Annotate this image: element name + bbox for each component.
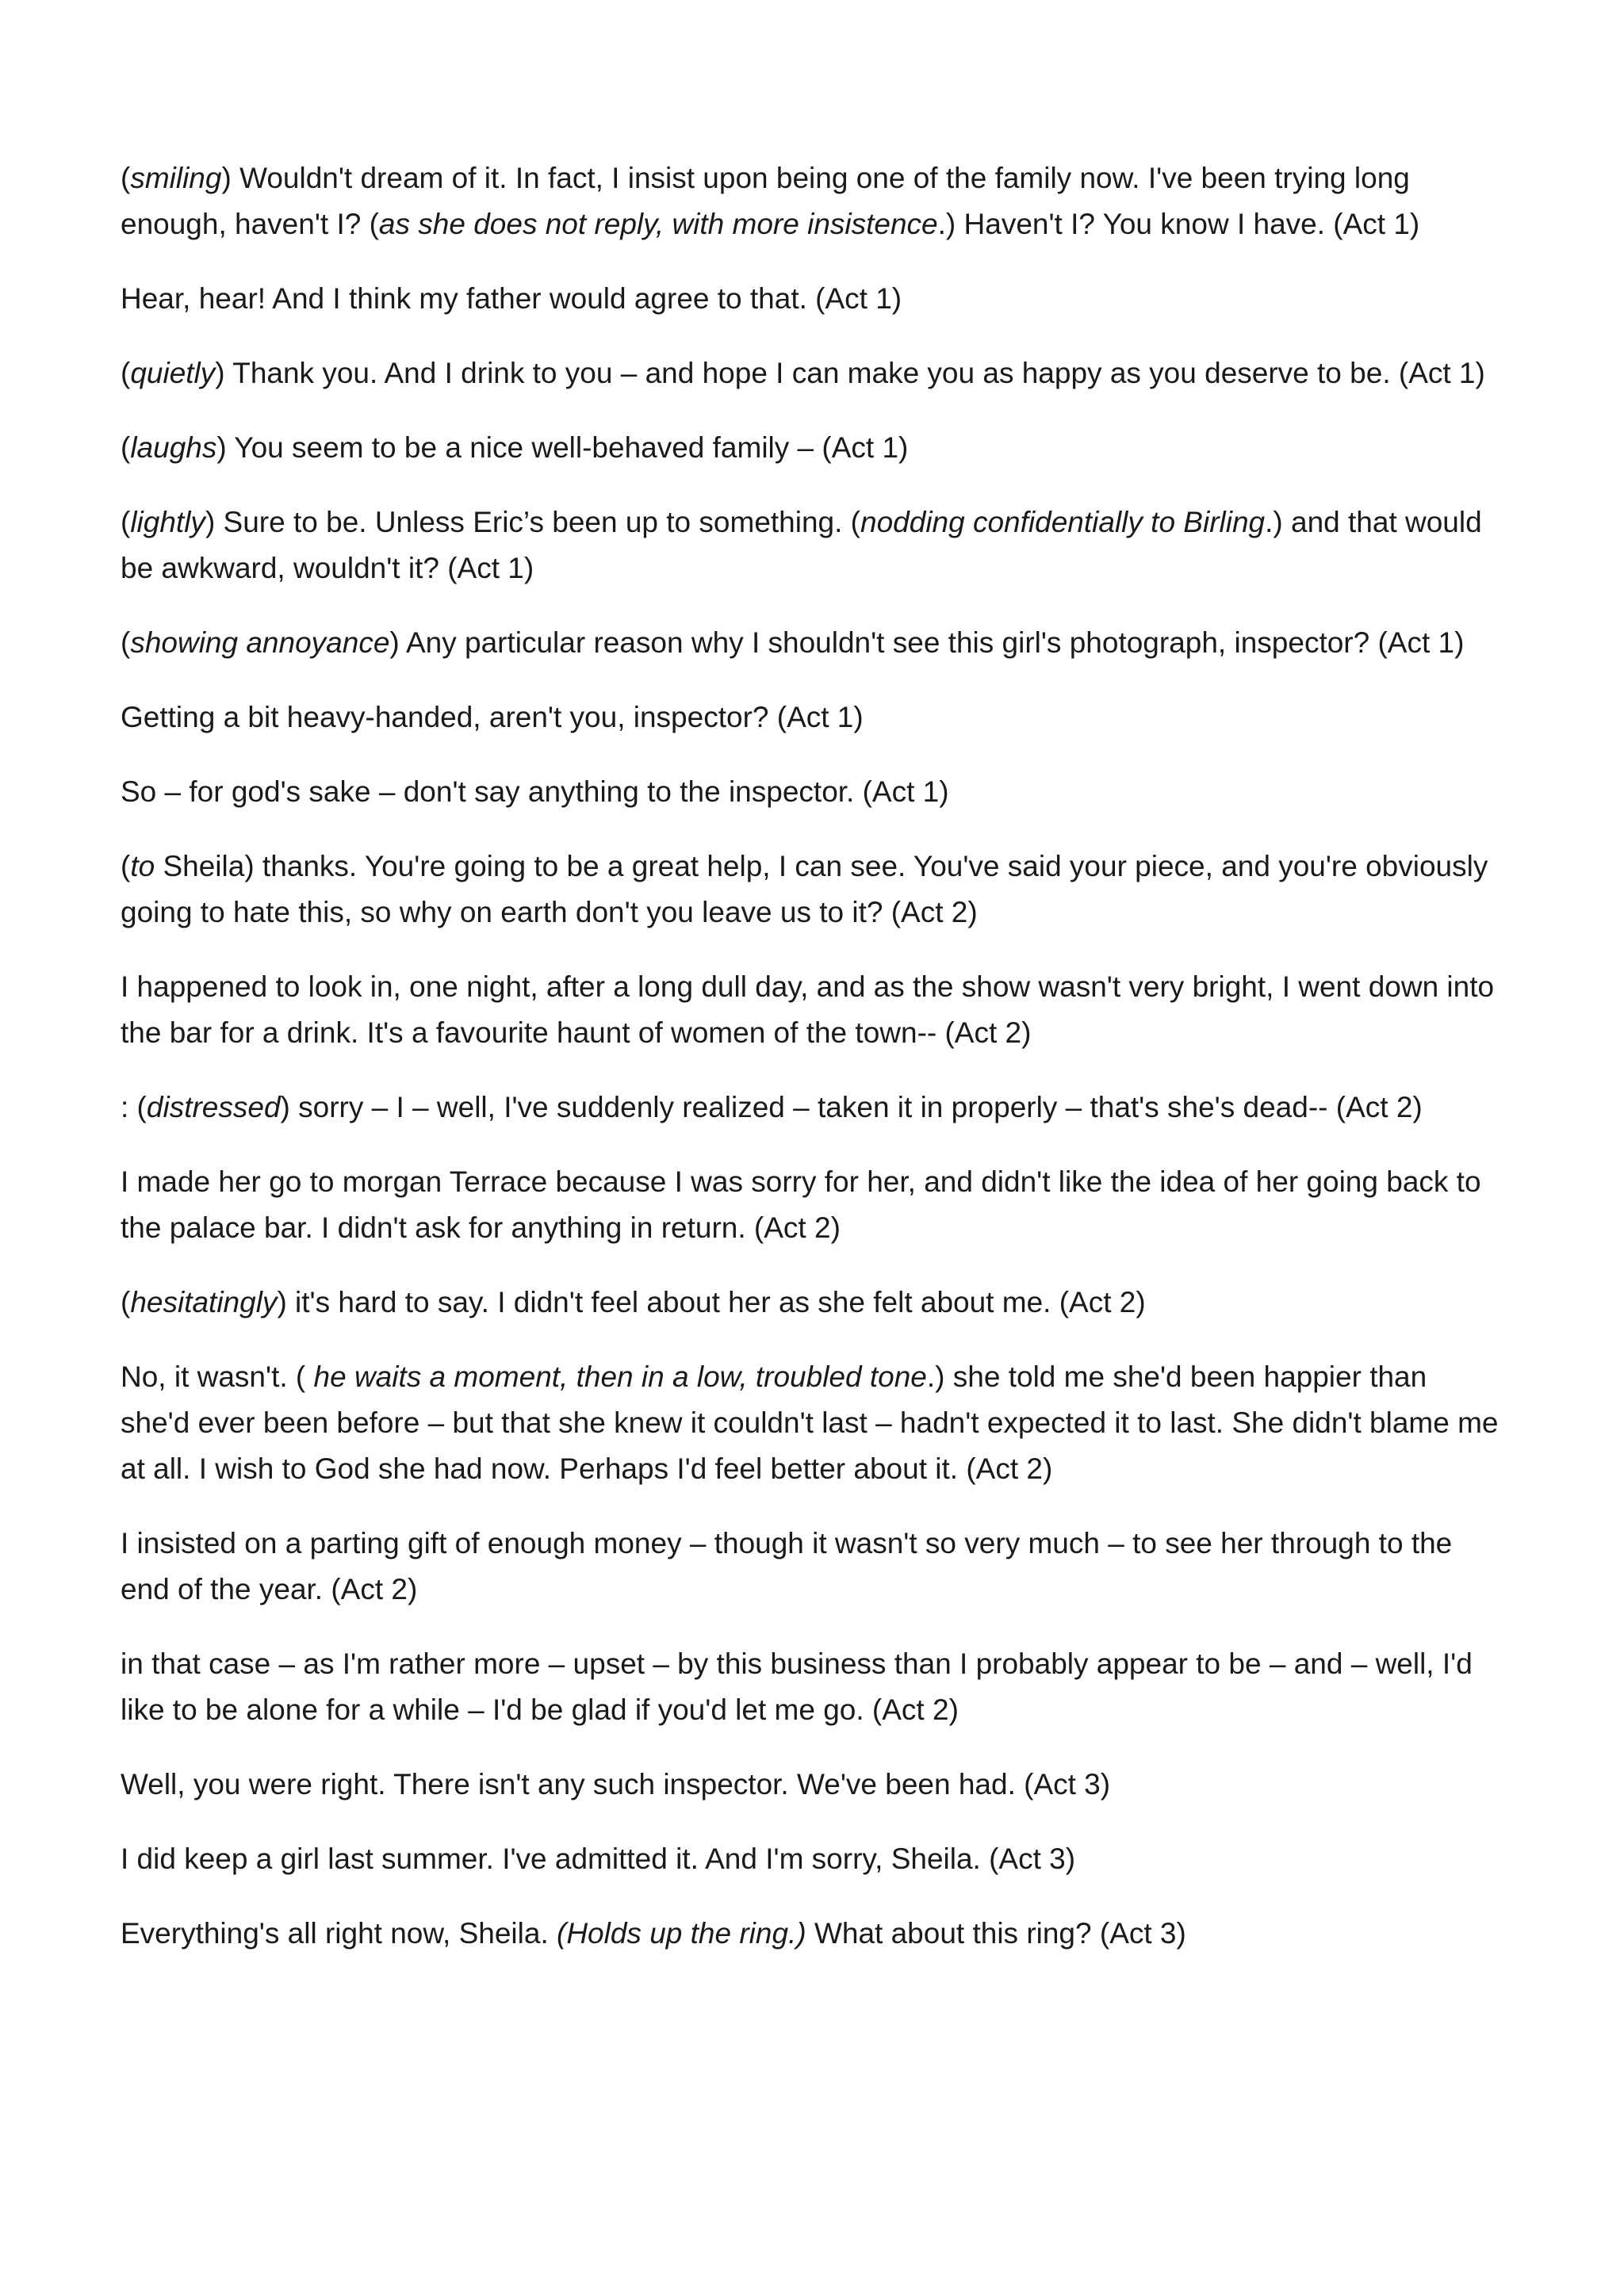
stage-direction: to bbox=[130, 850, 155, 882]
quote-paragraph bbox=[121, 964, 1500, 1056]
quote-paragraph bbox=[121, 1521, 1500, 1613]
quote-text: ) Sure to be. Unless Eric’s been up to something. ( bbox=[205, 506, 861, 538]
stage-direction: showing annoyance bbox=[130, 626, 390, 659]
stage-direction: quietly bbox=[130, 357, 216, 389]
quote-text: ) You seem to be a nice well-behaved family – (Act 1) bbox=[216, 431, 909, 464]
quote-paragraph bbox=[121, 620, 1500, 666]
quote-paragraph bbox=[121, 769, 1500, 815]
stage-direction: nodding confidentially to Birling bbox=[860, 506, 1266, 538]
quote-text: Sheila) thanks. You're going to be a great help, I can see. You've said your piece, and you're obviously going to hate this, so why on earth don't you leave us to it? (Act 2) bbox=[121, 850, 1488, 928]
quote-text: ( bbox=[121, 431, 131, 464]
quote-text: I made her go to morgan Terrace because I was sorry for her, and didn't like the idea of her going back to the palace bar. I didn't ask for anything in return. (Act 2) bbox=[121, 1165, 1481, 1244]
quote-paragraph bbox=[121, 350, 1500, 396]
quote-text: in that case – as I'm rather more – upset – by this business than I probably appear to be – and – well, I'd like to be alone for a while – I'd be glad if you'd let me go. (Act 2) bbox=[121, 1647, 1473, 1726]
quote-paragraph bbox=[121, 695, 1500, 740]
quote-text: ) Wouldn't dream of it. In fact, I insist upon being one of the family now. I've been trying long enough, haven't I? ( bbox=[121, 162, 1410, 240]
quote-paragraph bbox=[121, 1159, 1500, 1251]
quote-text: Hear, hear! And I think my father would agree to that. (Act 1) bbox=[121, 282, 902, 315]
quote-text: Well, you were right. There isn't any such inspector. We've been had. (Act 3) bbox=[121, 1768, 1111, 1800]
stage-direction: he waits a moment, then in a low, troubled tone bbox=[313, 1360, 927, 1393]
quote-text: Getting a bit heavy-handed, aren't you, inspector? (Act 1) bbox=[121, 701, 864, 733]
quote-text: .) and that would be awkward, wouldn't it? (Act 1) bbox=[121, 506, 1482, 584]
quote-text: .) Haven't I? You know I have. (Act 1) bbox=[937, 208, 1420, 240]
quote-paragraph bbox=[121, 1911, 1500, 1957]
quote-paragraph bbox=[121, 1280, 1500, 1326]
quote-paragraph bbox=[121, 155, 1500, 247]
quote-text: What about this ring? (Act 3) bbox=[806, 1917, 1186, 1950]
quote-paragraph bbox=[121, 1836, 1500, 1882]
quote-text: ( bbox=[121, 626, 131, 659]
quote-text: I insisted on a parting gift of enough money – though it wasn't so very much – to see her through to the end of the year. (Act 2) bbox=[121, 1527, 1453, 1605]
quote-text: So – for god's sake – don't say anything to the inspector. (Act 1) bbox=[121, 775, 949, 808]
stage-direction: smiling bbox=[130, 162, 222, 194]
quote-text: ( bbox=[121, 1286, 131, 1318]
quote-text: I happened to look in, one night, after a long dull day, and as the show wasn't very bright, I went down into the bar for a drink. It's a favourite haunt of women of the town-- (Act 2) bbox=[121, 970, 1495, 1049]
stage-direction: distressed bbox=[146, 1091, 281, 1123]
quote-text: Everything's all right now, Sheila. bbox=[121, 1917, 557, 1950]
quote-paragraph bbox=[121, 1641, 1500, 1733]
stage-direction: laughs bbox=[130, 431, 217, 464]
quote-text: I did keep a girl last summer. I've admitted it. And I'm sorry, Sheila. (Act 3) bbox=[121, 1843, 1076, 1875]
stage-direction: hesitatingly bbox=[130, 1286, 278, 1318]
quote-list bbox=[121, 155, 1500, 1957]
stage-direction: as she does not reply, with more insistence bbox=[378, 208, 938, 240]
quote-text: ( bbox=[121, 162, 131, 194]
quote-paragraph bbox=[121, 1762, 1500, 1808]
stage-direction: (Holds up the ring.) bbox=[557, 1917, 806, 1950]
quote-text: .) she told me she'd been happier than she'd ever been before – but that she knew it couldn't last – hadn't expected it to last. She didn't blame me at all. I wish to God she had now. Perhaps I'd feel better about it. (Act 2) bbox=[121, 1360, 1499, 1485]
quote-text: ( bbox=[121, 506, 131, 538]
quote-text: ) it's hard to say. I didn't feel about her as she felt about me. (Act 2) bbox=[277, 1286, 1146, 1318]
document-page bbox=[121, 155, 1500, 1985]
quote-paragraph bbox=[121, 844, 1500, 936]
quote-paragraph bbox=[121, 425, 1500, 471]
quote-text: ) Any particular reason why I shouldn't see this girl's photograph, inspector? (Act 1) bbox=[389, 626, 1465, 659]
quote-text: No, it wasn't. ( bbox=[121, 1360, 314, 1393]
quote-text: ) sorry – I – well, I've suddenly realized – taken it in properly – that's she's dead-- (Act 2) bbox=[280, 1091, 1423, 1123]
quote-text: : ( bbox=[121, 1091, 147, 1123]
quote-paragraph bbox=[121, 499, 1500, 591]
quote-text: ( bbox=[121, 850, 131, 882]
quote-paragraph bbox=[121, 1354, 1500, 1492]
quote-paragraph bbox=[121, 1085, 1500, 1131]
quote-text: ( bbox=[121, 357, 131, 389]
stage-direction: lightly bbox=[130, 506, 205, 538]
quote-text: ) Thank you. And I drink to you – and hope I can make you as happy as you deserve to be. (Act 1) bbox=[215, 357, 1485, 389]
quote-paragraph bbox=[121, 276, 1500, 322]
